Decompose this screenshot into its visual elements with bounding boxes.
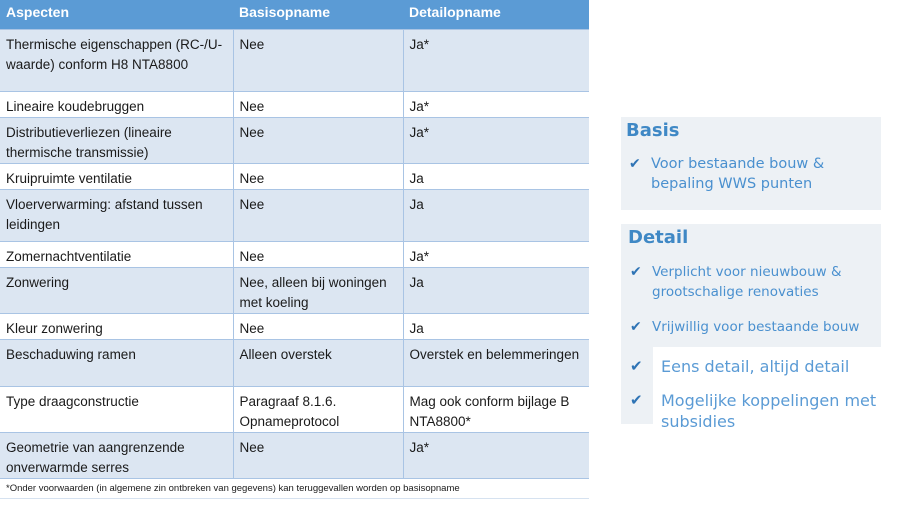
checkmark-icon: ✔	[629, 156, 641, 172]
basis-item-text: Voor bestaande bouw & bepaling WWS punten	[651, 156, 825, 192]
cell-detail: Ja*	[403, 242, 589, 268]
checkmark-icon: ✔	[630, 391, 643, 409]
cell-detail: Ja*	[403, 118, 589, 164]
table-row	[0, 340, 589, 387]
cell-basis: Nee	[233, 314, 403, 340]
cell-detail: Ja*	[403, 92, 589, 118]
cell-basis: Nee	[233, 164, 403, 190]
cell-aspect: Kruipruimte ventilatie	[0, 164, 233, 190]
cell-detail: Mag ook conform bijlage B NTA8800*	[403, 387, 589, 433]
basis-title: Basis	[626, 120, 680, 141]
detail-item-text: Eens detail, altijd detail	[661, 357, 850, 376]
detail-item	[630, 356, 900, 377]
cell-detail: Overstek en belemmeringen	[403, 340, 589, 387]
cell-detail: Ja	[403, 268, 589, 314]
cell-detail: Ja*	[403, 30, 589, 92]
table-row	[0, 268, 589, 314]
cell-detail: Ja*	[403, 433, 589, 479]
detail-item	[630, 390, 900, 432]
cell-basis: Alleen overstek	[233, 340, 403, 387]
cell-basis: Nee	[233, 433, 403, 479]
cell-aspect: Lineaire koudebruggen	[0, 92, 233, 118]
cell-aspect: Geometrie van aangrenzende onverwarmde serres	[0, 433, 233, 479]
cell-basis: Paragraaf 8.1.6. Opnameprotocol	[233, 387, 403, 433]
cell-aspect: Type draagconstructie	[0, 387, 233, 433]
cell-aspect: Thermische eigenschappen (RC-/U-waarde) conform H8 NTA8800	[0, 30, 233, 92]
cell-detail: Ja	[403, 190, 589, 242]
detail-item-text: Verplicht voor nieuwbouw & grootschalige renovaties	[652, 264, 842, 300]
table-row	[0, 92, 589, 118]
cell-basis: Nee	[233, 242, 403, 268]
header-aspecten: Aspecten	[0, 0, 233, 30]
cell-detail: Ja	[403, 164, 589, 190]
detail-title: Detail	[628, 227, 689, 248]
cell-aspect: Zonwering	[0, 268, 233, 314]
detail-item	[630, 317, 890, 337]
table-row	[0, 118, 589, 164]
table-row	[0, 314, 589, 340]
cell-detail: Ja	[403, 314, 589, 340]
cell-aspect: Kleur zonwering	[0, 314, 233, 340]
detail-item-text: Vrijwillig voor bestaande bouw	[652, 319, 860, 335]
header-detailopname: Detailopname	[403, 0, 589, 30]
basis-item	[629, 154, 869, 194]
cell-basis: Nee, alleen bij woningen met koeling	[233, 268, 403, 314]
cell-aspect: Vloerverwarming: afstand tussen leidingen	[0, 190, 233, 242]
detail-item-text: Mogelijke koppelingen met subsidies	[661, 391, 877, 431]
table-row	[0, 164, 589, 190]
cell-aspect: Zomernachtventilatie	[0, 242, 233, 268]
detail-item	[630, 262, 880, 302]
table-row	[0, 30, 589, 92]
checkmark-icon: ✔	[630, 319, 642, 335]
table-header-row	[0, 0, 589, 30]
footnote-row	[0, 479, 589, 499]
header-basisopname: Basisopname	[233, 0, 403, 30]
cell-basis: Nee	[233, 190, 403, 242]
cell-basis: Nee	[233, 30, 403, 92]
cell-aspect: Beschaduwing ramen	[0, 340, 233, 387]
table-row	[0, 242, 589, 268]
footnote: *Onder voorwaarden (in algemene zin ontbreken van gegevens) kan teruggevallen worden op basisopname	[0, 479, 589, 499]
table-row	[0, 433, 589, 479]
checkmark-icon: ✔	[630, 357, 643, 375]
table-row	[0, 190, 589, 242]
cell-basis: Nee	[233, 92, 403, 118]
cell-basis: Nee	[233, 118, 403, 164]
checkmark-icon: ✔	[630, 264, 642, 280]
cell-aspect: Distributieverliezen (lineaire thermische transmissie)	[0, 118, 233, 164]
table-row	[0, 387, 589, 433]
